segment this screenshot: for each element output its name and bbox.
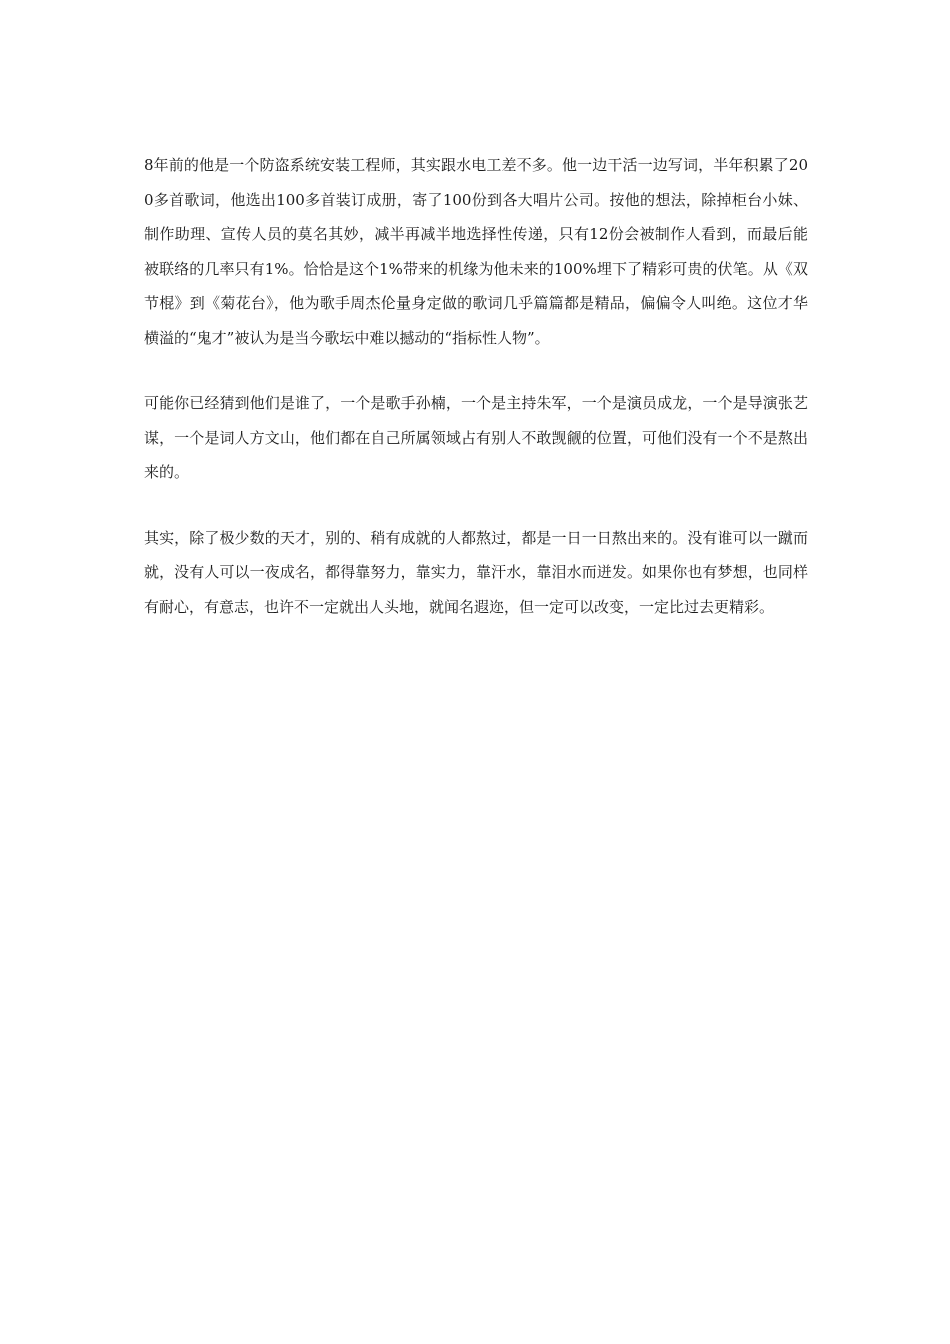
document-body: [144, 148, 808, 655]
paragraph-1: 8年前的他是一个防盗系统安装工程师，其实跟水电工差不多。他一边干活一边写词，半年积累了200多首歌词，他选出100多首装订成册，寄了100份到各大唱片公司。按他的想法，除掉柜台小妹、制作助理、宣传人员的莫名其妙，减半再减半地选择性传递，只有12份会被制作人看到，而最后能被联络的几率只有1%。恰恰是这个1%带来的机缘为他未来的100%埋下了精彩可贵的伏笔。从《双节棍》到《菊花台》，他为歌手周杰伦量身定做的歌词几乎篇篇都是精品，偏偏令人叫绝。这位才华横溢的“鬼才”被认为是当今歌坛中难以撼动的“指标性人物”。: [144, 156, 808, 347]
paragraph-3: 其实，除了极少数的天才，别的、稍有成就的人都熬过，都是一日一日熬出来的。没有谁可以一蹴而就，没有人可以一夜成名，都得靠努力，靠实力，靠汗水，靠泪水而迸发。如果你也有梦想，也同样有耐心，有意志，也许不一定就出人头地，就闻名遐迩，但一定可以改变，一定比过去更精彩。: [144, 528, 808, 616]
paragraph-2: 可能你已经猜到他们是谁了，一个是歌手孙楠，一个是主持朱军，一个是演员成龙，一个是导演张艺谋，一个是词人方文山，他们都在自己所属领域占有别人不敢觊觎的位置，可他们没有一个不是熬出来的。: [144, 394, 808, 481]
